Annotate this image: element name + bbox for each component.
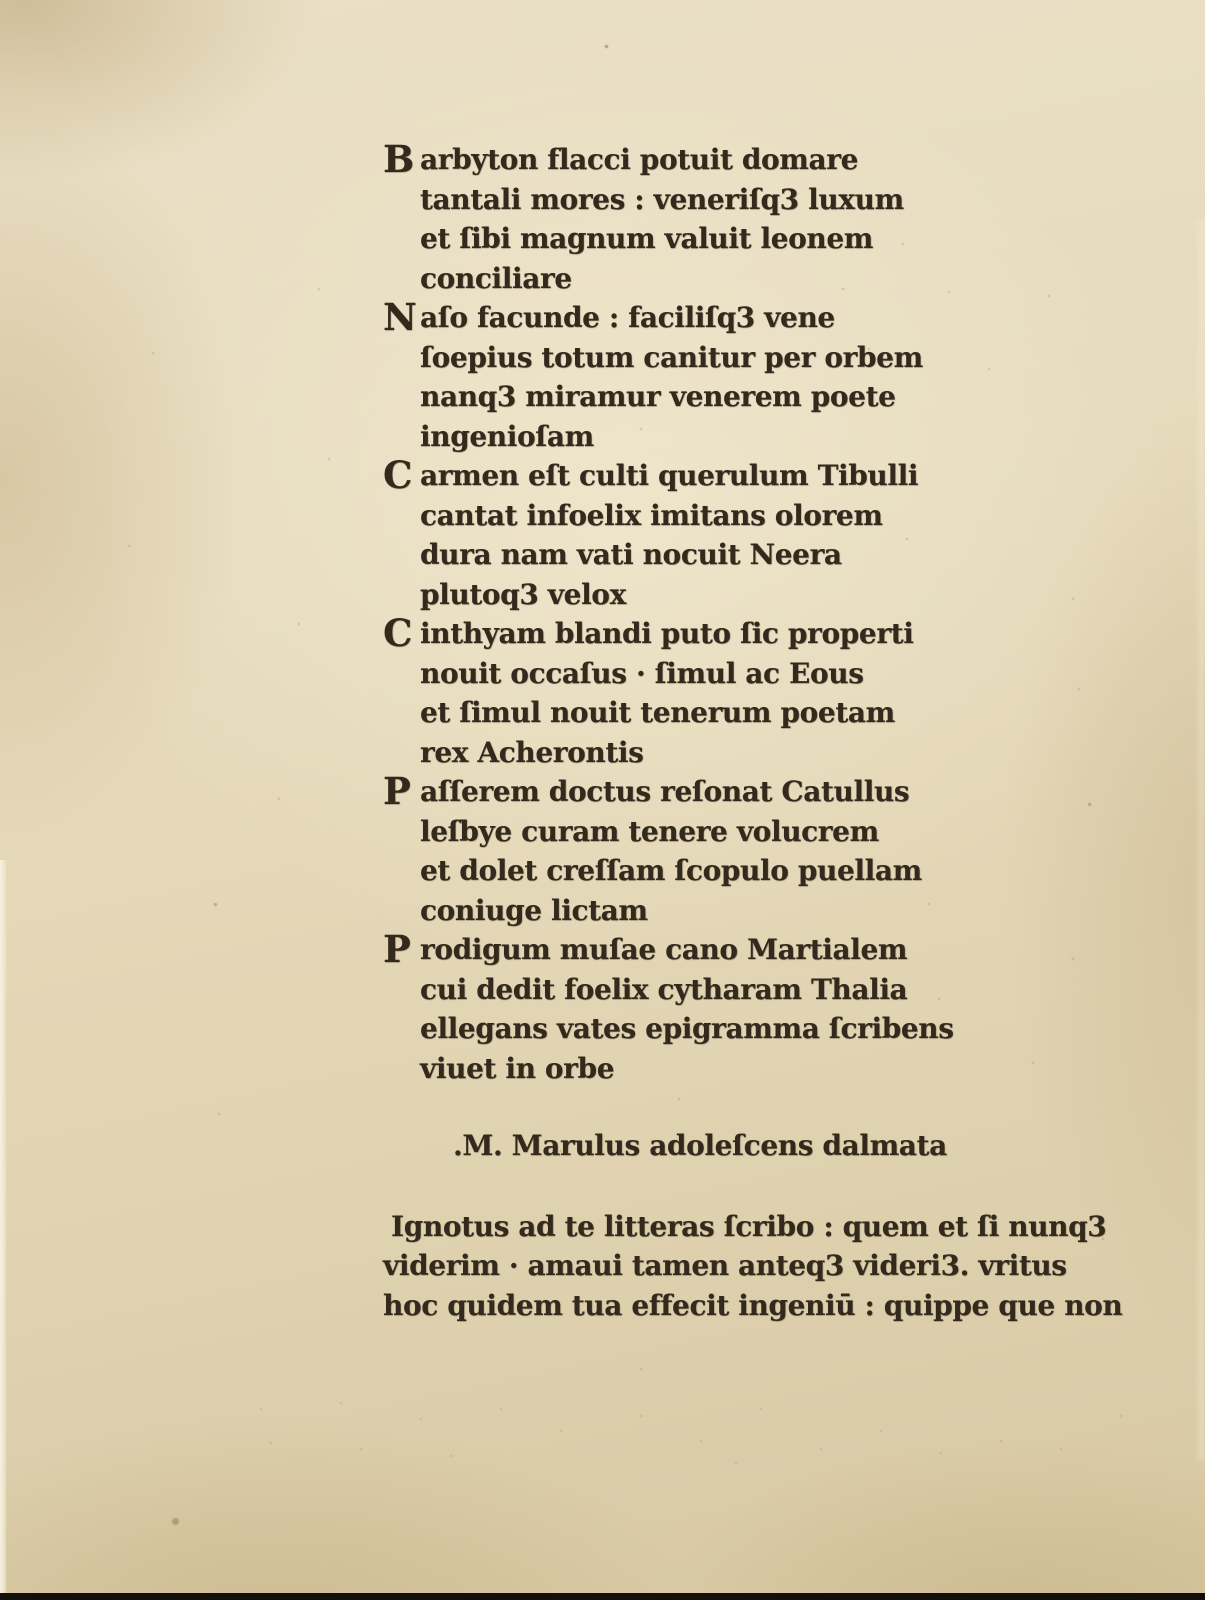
verse-line bbox=[383, 137, 1122, 181]
prose-line: hoc quidem tua effecit ingeniū : quippe que non bbox=[383, 1288, 1123, 1322]
verse-line: nouit occaſus · ſimul ac Eous bbox=[420, 656, 864, 690]
paper-speck bbox=[605, 45, 608, 48]
verse-line-text: inthyam blandi puto ſic properti bbox=[420, 617, 914, 650]
stanza-initial: N bbox=[383, 295, 417, 339]
page-left-edge bbox=[0, 860, 7, 1593]
verse-line: ſoepius totum canitur per orbem bbox=[420, 340, 923, 374]
section-heading: .M. Marulus adoleſcens dalmata bbox=[453, 1129, 947, 1162]
prose-line: Ignotus ad te litteras ſcribo : quem et ſi nunq3 bbox=[391, 1209, 1107, 1243]
verse-line-text: aſſerem doctus reſonat Catullus bbox=[420, 775, 910, 808]
paper-speck bbox=[760, 1408, 762, 1410]
verse-line: nanq3 miramur venerem poete bbox=[420, 380, 896, 413]
page-fore-edge-highlight bbox=[1195, 220, 1204, 1460]
verse-block bbox=[383, 137, 1122, 1088]
paper-speck bbox=[278, 798, 280, 800]
verse-line: leſbye curam tenere volucrem bbox=[420, 814, 879, 848]
paper-speck bbox=[940, 1452, 942, 1454]
verse-line: viuet in orbe bbox=[420, 1051, 615, 1085]
verse-line-text: rodigum muſae cano Martialem bbox=[420, 933, 908, 966]
paper-speck bbox=[270, 1442, 272, 1444]
stanza bbox=[383, 927, 1122, 1088]
stanza bbox=[383, 769, 1122, 930]
stanza bbox=[383, 453, 1122, 614]
paper-speck bbox=[1000, 1440, 1002, 1442]
prose-paragraph bbox=[383, 1207, 1122, 1326]
paper-speck bbox=[880, 1430, 882, 1432]
paper-speck bbox=[360, 1448, 362, 1450]
paper-speck bbox=[1060, 1448, 1062, 1450]
verse-line: plutoq3 velox bbox=[420, 577, 626, 611]
paper-speck bbox=[172, 1518, 179, 1525]
paper-speck bbox=[640, 1415, 642, 1417]
verse-line bbox=[383, 611, 1122, 655]
verse-line: cui dedit foelix cytharam Thalia bbox=[420, 972, 908, 1006]
verse-line bbox=[383, 295, 1122, 339]
paper-speck bbox=[128, 545, 130, 547]
verse-line: rex Acherontis bbox=[420, 735, 644, 769]
stanza-initial: P bbox=[383, 769, 411, 813]
verse-line-text: aſo facunde : faciliſq3 vene bbox=[420, 301, 835, 334]
verse-line: et ſibi magnum valuit leonem bbox=[420, 222, 874, 255]
verse-line-text: arbyton flacci potuit domare bbox=[420, 143, 859, 176]
verse-line: dura nam vati nocuit Neera bbox=[420, 538, 842, 571]
paper-speck bbox=[328, 458, 330, 460]
paper-speck bbox=[735, 1462, 737, 1464]
verse-line: ingenioſam bbox=[420, 419, 594, 453]
stanza bbox=[383, 137, 1122, 298]
paper-speck bbox=[340, 1402, 342, 1404]
verse-line: cantat infoelix imitans olorem bbox=[420, 498, 883, 532]
prose-line: viderim · amaui tamen anteq3 videri3. vritus bbox=[383, 1249, 1067, 1282]
verse-line-text: armen eſt culti querulum Tibulli bbox=[420, 459, 919, 492]
stanza-initial: P bbox=[383, 927, 411, 971]
paper-speck bbox=[700, 1440, 702, 1442]
verse-line: coniuge lictam bbox=[420, 893, 648, 927]
stanza-initial: C bbox=[383, 453, 413, 497]
stanza-initial: C bbox=[383, 611, 413, 655]
paper-speck bbox=[640, 1368, 642, 1370]
verse-line: tantali mores : veneriſq3 luxum bbox=[420, 182, 904, 216]
paper-speck bbox=[298, 623, 300, 625]
paper-speck bbox=[450, 1455, 452, 1457]
verse-line: et dolet creſſam ſcopulo puellam bbox=[420, 854, 922, 887]
paper-speck bbox=[218, 1113, 220, 1115]
verse-line: ellegans vates epigramma ſcribens bbox=[420, 1012, 954, 1045]
paper-speck bbox=[500, 1408, 502, 1410]
stanza-initial: B bbox=[383, 137, 414, 181]
verse-line bbox=[383, 927, 1122, 971]
paper-speck bbox=[820, 1448, 822, 1450]
verse-line: et ſimul nouit tenerum poetam bbox=[420, 696, 895, 729]
text-column bbox=[383, 137, 1123, 1325]
paper-speck bbox=[152, 352, 154, 354]
paper-speck bbox=[318, 288, 320, 290]
paper-speck bbox=[214, 903, 217, 906]
paper-speck bbox=[560, 1430, 562, 1432]
paper-speck bbox=[1120, 1415, 1122, 1417]
stanza bbox=[383, 295, 1122, 456]
verse-line: conciliare bbox=[420, 261, 572, 295]
verse-line bbox=[383, 769, 1122, 813]
paper-speck bbox=[420, 1418, 422, 1420]
stanza bbox=[383, 611, 1122, 772]
paper-speck bbox=[260, 1408, 262, 1410]
verse-line bbox=[383, 453, 1122, 497]
